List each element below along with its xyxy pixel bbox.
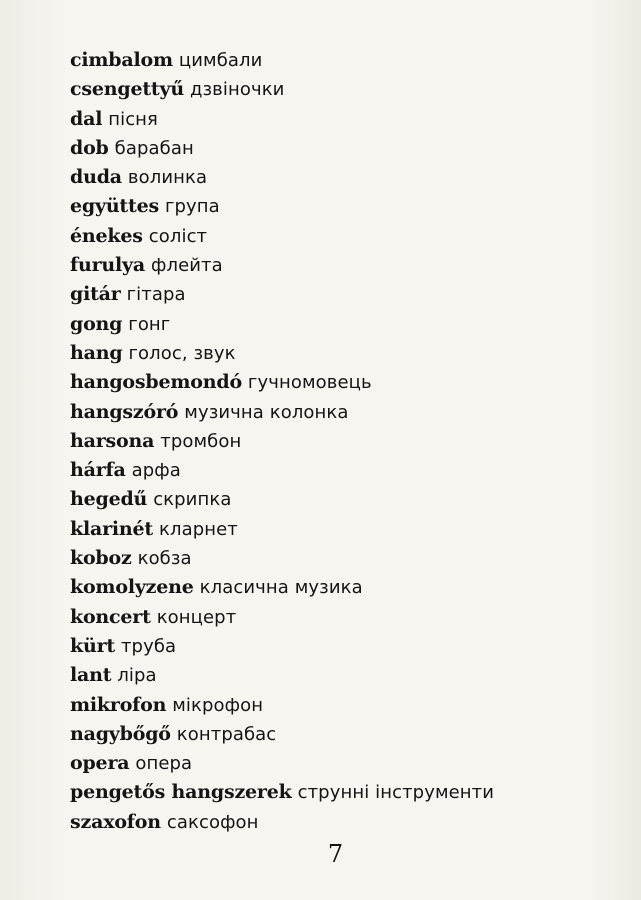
vocabulary-entry xyxy=(70,808,630,837)
vocabulary-entry xyxy=(70,398,630,427)
ukrainian-translation: гітара xyxy=(126,284,186,306)
hungarian-term: koboz xyxy=(70,547,132,570)
hungarian-term: komolyzene xyxy=(70,576,194,599)
ukrainian-translation: пісня xyxy=(108,108,158,130)
vocabulary-entry xyxy=(70,778,630,807)
ukrainian-translation: флейта xyxy=(150,255,223,277)
hungarian-term: gitár xyxy=(70,283,121,306)
vocabulary-entry xyxy=(70,280,630,309)
ukrainian-translation: саксофон xyxy=(166,811,259,833)
vocabulary-entry xyxy=(70,603,630,632)
ukrainian-translation: музична колонка xyxy=(184,401,349,423)
hungarian-term: lant xyxy=(70,664,112,687)
ukrainian-translation: волинка xyxy=(127,167,208,189)
hungarian-term: duda xyxy=(70,166,122,189)
ukrainian-translation: труба xyxy=(120,635,177,657)
ukrainian-translation: група xyxy=(164,196,220,218)
vocabulary-entry xyxy=(70,749,630,778)
vocabulary-entry xyxy=(70,134,630,163)
vocabulary-entry xyxy=(70,222,630,251)
hungarian-term: pengetős hangszerek xyxy=(70,781,292,804)
hungarian-term: szaxofon xyxy=(70,810,161,833)
vocabulary-entry xyxy=(70,573,630,602)
hungarian-term: dob xyxy=(70,136,109,159)
ukrainian-translation: кобза xyxy=(137,548,192,570)
ukrainian-translation: мікрофон xyxy=(172,694,264,716)
vocabulary-entry xyxy=(70,456,630,485)
vocabulary-entry xyxy=(70,368,630,397)
hungarian-term: hangszóró xyxy=(70,400,179,423)
hungarian-term: hárfa xyxy=(70,459,126,482)
vocabulary-entry xyxy=(70,661,630,690)
hungarian-term: együttes xyxy=(70,195,159,218)
ukrainian-translation: концерт xyxy=(156,606,237,628)
vocabulary-entry xyxy=(70,310,630,339)
ukrainian-translation: голос, звук xyxy=(128,342,236,364)
page-number: 7 xyxy=(327,840,344,868)
hungarian-term: opera xyxy=(70,752,130,775)
hungarian-term: dal xyxy=(70,107,103,130)
hungarian-term: hegedű xyxy=(70,488,148,511)
ukrainian-translation: дзвіночки xyxy=(189,79,285,101)
vocabulary-entry xyxy=(70,75,630,104)
ukrainian-translation: ліра xyxy=(117,665,157,687)
ukrainian-translation: цимбали xyxy=(178,50,263,71)
vocabulary-entry xyxy=(70,251,630,280)
hungarian-term: cimbalom xyxy=(70,49,173,71)
vocabulary-entry xyxy=(70,427,630,456)
vocabulary-entry xyxy=(70,485,630,514)
ukrainian-translation: гучномовець xyxy=(247,372,372,394)
ukrainian-translation: гонг xyxy=(128,313,171,335)
hungarian-term: hangosbemondó xyxy=(70,371,242,394)
hungarian-term: kürt xyxy=(70,634,115,657)
vocabulary-entry xyxy=(70,632,630,661)
hungarian-term: csengettyű xyxy=(70,78,184,101)
hungarian-term: gong xyxy=(70,312,123,335)
vocabulary-list xyxy=(70,46,630,837)
ukrainian-translation: арфа xyxy=(131,460,181,482)
ukrainian-translation: скрипка xyxy=(153,489,232,511)
ukrainian-translation: класична музика xyxy=(199,577,363,599)
vocabulary-entry xyxy=(70,720,630,749)
hungarian-term: énekes xyxy=(70,224,143,247)
vocabulary-entry xyxy=(70,46,630,75)
vocabulary-entry xyxy=(70,163,630,192)
hungarian-term: harsona xyxy=(70,429,155,452)
vocabulary-entry xyxy=(70,515,630,544)
hungarian-term: hang xyxy=(70,341,123,364)
vocabulary-entry xyxy=(70,339,630,368)
hungarian-term: furulya xyxy=(70,254,145,277)
hungarian-term: klarinét xyxy=(70,517,154,540)
ukrainian-translation: тромбон xyxy=(160,430,242,452)
ukrainian-translation: контрабас xyxy=(176,723,277,745)
vocabulary-entry xyxy=(70,544,630,573)
hungarian-term: koncert xyxy=(70,605,151,628)
ukrainian-translation: барабан xyxy=(114,137,194,159)
vocabulary-entry xyxy=(70,105,630,134)
ukrainian-translation: струнні інструменти xyxy=(297,782,495,804)
vocabulary-entry xyxy=(70,192,630,221)
ukrainian-translation: кларнет xyxy=(159,518,238,540)
ukrainian-translation: опера xyxy=(135,753,193,775)
hungarian-term: mikrofon xyxy=(70,693,167,716)
vocabulary-entry xyxy=(70,691,630,720)
ukrainian-translation: соліст xyxy=(148,225,208,247)
hungarian-term: nagybőgő xyxy=(70,722,171,745)
